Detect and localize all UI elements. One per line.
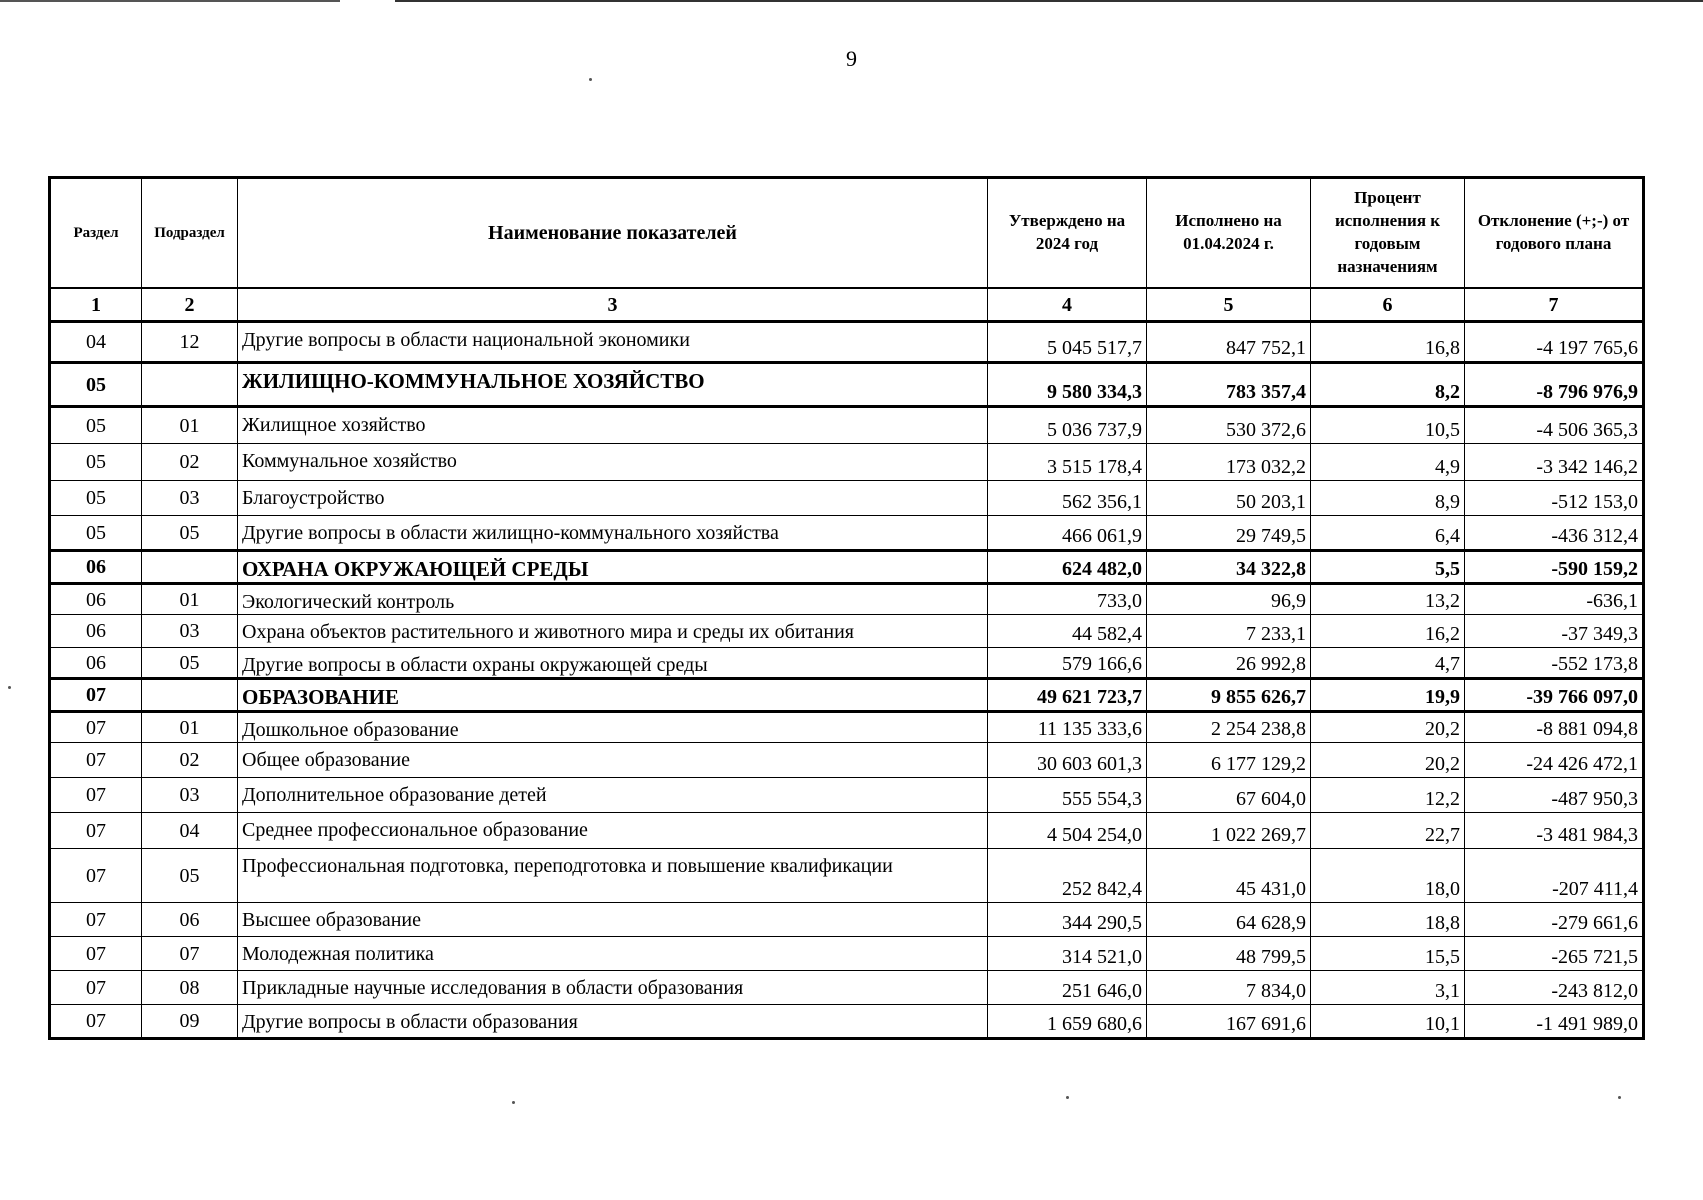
cell-percent: 10,1 [1311,1005,1465,1039]
cell-executed: 50 203,1 [1147,481,1311,516]
cell-approved: 314 521,0 [988,937,1147,971]
cell-indicator-name: Молодежная политика [238,937,988,971]
cell-indicator-name: Высшее образование [238,903,988,937]
cell-section: 07 [50,743,142,778]
cell-deviation: -3 342 146,2 [1465,444,1644,481]
cell-executed: 6 177 129,2 [1147,743,1311,778]
cell-approved: 30 603 601,3 [988,743,1147,778]
budget-execution-table [48,176,1645,1040]
column-number-row [50,288,1644,322]
cell-indicator-name: Жилищное хозяйство [238,407,988,444]
table-row [50,712,1644,743]
cell-percent: 8,2 [1311,363,1465,407]
cell-executed: 530 372,6 [1147,407,1311,444]
header-approved: Утверждено на 2024 год [988,178,1147,289]
cell-percent: 12,2 [1311,778,1465,813]
table-row [50,849,1644,903]
table-row [50,584,1644,615]
cell-executed: 64 628,9 [1147,903,1311,937]
cell-subsection: 08 [142,971,238,1005]
cell-subsection [142,363,238,407]
table-row [50,743,1644,778]
cell-approved: 733,0 [988,584,1147,615]
cell-executed: 783 357,4 [1147,363,1311,407]
cell-indicator-name: Другие вопросы в области охраны окружающей среды [238,648,988,679]
cell-percent: 4,9 [1311,444,1465,481]
cell-percent: 15,5 [1311,937,1465,971]
cell-approved: 1 659 680,6 [988,1005,1147,1039]
cell-indicator-name: Благоустройство [238,481,988,516]
cell-section: 05 [50,363,142,407]
cell-deviation: -39 766 097,0 [1465,679,1644,712]
header-deviation: Отклонение (+;-) от годового плана [1465,178,1644,289]
table-header [50,178,1644,289]
header-percent: Процент исполнения к годовым назначениям [1311,178,1465,289]
table-row [50,971,1644,1005]
table-row [50,407,1644,444]
cell-percent: 13,2 [1311,584,1465,615]
cell-indicator-name: Экологический контроль [238,584,988,615]
cell-executed: 67 604,0 [1147,778,1311,813]
cell-approved: 251 646,0 [988,971,1147,1005]
cell-section: 06 [50,648,142,679]
cell-section: 07 [50,813,142,849]
cell-percent: 18,8 [1311,903,1465,937]
column-number: 2 [142,288,238,322]
table-row [50,444,1644,481]
cell-deviation: -243 812,0 [1465,971,1644,1005]
cell-percent: 20,2 [1311,712,1465,743]
cell-approved: 252 842,4 [988,849,1147,903]
cell-deviation: -8 881 094,8 [1465,712,1644,743]
top-scan-rule-left [0,0,340,2]
cell-executed: 7 233,1 [1147,615,1311,648]
cell-approved: 49 621 723,7 [988,679,1147,712]
cell-percent: 8,9 [1311,481,1465,516]
cell-approved: 11 135 333,6 [988,712,1147,743]
cell-executed: 34 322,8 [1147,551,1311,584]
cell-executed: 26 992,8 [1147,648,1311,679]
cell-deviation: -265 721,5 [1465,937,1644,971]
cell-subsection: 07 [142,937,238,971]
cell-indicator-name: Среднее профессиональное образование [238,813,988,849]
cell-executed: 29 749,5 [1147,516,1311,551]
table-body [50,288,1644,1039]
section-total-row [50,679,1644,712]
table-row [50,813,1644,849]
cell-approved: 3 515 178,4 [988,444,1147,481]
cell-section: 05 [50,481,142,516]
section-total-row [50,551,1644,584]
cell-subsection: 04 [142,813,238,849]
cell-section: 04 [50,322,142,363]
cell-subsection: 03 [142,481,238,516]
cell-subsection: 02 [142,743,238,778]
cell-deviation: -8 796 976,9 [1465,363,1644,407]
cell-deviation: -4 197 765,6 [1465,322,1644,363]
cell-deviation: -590 159,2 [1465,551,1644,584]
cell-percent: 16,2 [1311,615,1465,648]
cell-approved: 466 061,9 [988,516,1147,551]
cell-percent: 18,0 [1311,849,1465,903]
cell-executed: 173 032,2 [1147,444,1311,481]
cell-deviation: -436 312,4 [1465,516,1644,551]
cell-approved: 579 166,6 [988,648,1147,679]
cell-executed: 1 022 269,7 [1147,813,1311,849]
cell-subsection: 09 [142,1005,238,1039]
table-row [50,903,1644,937]
header-executed: Исполнено на 01.04.2024 г. [1147,178,1311,289]
cell-deviation: -552 173,8 [1465,648,1644,679]
cell-percent: 16,8 [1311,322,1465,363]
cell-deviation: -636,1 [1465,584,1644,615]
cell-deviation: -487 950,3 [1465,778,1644,813]
cell-executed: 847 752,1 [1147,322,1311,363]
table-row [50,1005,1644,1039]
header-section: Раздел [50,178,142,289]
header-indicator-name: Наименование показателей [238,178,988,289]
cell-deviation: -37 349,3 [1465,615,1644,648]
cell-section: 05 [50,444,142,481]
cell-percent: 10,5 [1311,407,1465,444]
cell-section: 05 [50,516,142,551]
table-row [50,481,1644,516]
cell-indicator-name: Общее образование [238,743,988,778]
cell-approved: 5 036 737,9 [988,407,1147,444]
column-number: 7 [1465,288,1644,322]
cell-indicator-name: Дополнительное образование детей [238,778,988,813]
scan-speck [1618,1096,1621,1099]
table-row [50,937,1644,971]
cell-percent: 5,5 [1311,551,1465,584]
cell-percent: 6,4 [1311,516,1465,551]
cell-section: 07 [50,971,142,1005]
cell-section: 07 [50,1005,142,1039]
cell-section: 07 [50,937,142,971]
scan-speck [589,78,592,81]
cell-section: 06 [50,584,142,615]
cell-percent: 22,7 [1311,813,1465,849]
top-scan-rule-right [395,0,1703,2]
table-row [50,615,1644,648]
cell-approved: 555 554,3 [988,778,1147,813]
cell-indicator-name: Другие вопросы в области национальной экономики [238,322,988,363]
cell-subsection: 05 [142,648,238,679]
cell-subsection: 03 [142,778,238,813]
cell-indicator-name: Прикладные научные исследования в области образования [238,971,988,1005]
cell-executed: 48 799,5 [1147,937,1311,971]
cell-section: 05 [50,407,142,444]
cell-section: 07 [50,849,142,903]
cell-subsection: 03 [142,615,238,648]
cell-subsection: 05 [142,516,238,551]
cell-deviation: -3 481 984,3 [1465,813,1644,849]
cell-executed: 167 691,6 [1147,1005,1311,1039]
cell-executed: 45 431,0 [1147,849,1311,903]
table-row [50,322,1644,363]
column-number: 4 [988,288,1147,322]
cell-percent: 4,7 [1311,648,1465,679]
cell-indicator-name: Охрана объектов растительного и животного мира и среды их обитания [238,615,988,648]
cell-approved: 5 045 517,7 [988,322,1147,363]
cell-subsection [142,551,238,584]
cell-executed: 7 834,0 [1147,971,1311,1005]
column-number: 5 [1147,288,1311,322]
column-number: 1 [50,288,142,322]
page-number: 9 [846,46,857,71]
cell-indicator-name: Другие вопросы в области образования [238,1005,988,1039]
cell-indicator-name: Другие вопросы в области жилищно-коммунального хозяйства [238,516,988,551]
cell-deviation: -279 661,6 [1465,903,1644,937]
cell-indicator-name: Профессиональная подготовка, переподготовка и повышение квалификации [238,849,988,903]
cell-executed: 2 254 238,8 [1147,712,1311,743]
cell-percent: 19,9 [1311,679,1465,712]
cell-indicator-name: ОХРАНА ОКРУЖАЮЩЕЙ СРЕДЫ [238,551,988,584]
column-number: 6 [1311,288,1465,322]
cell-subsection [142,679,238,712]
cell-section: 07 [50,778,142,813]
cell-subsection: 12 [142,322,238,363]
cell-deviation: -512 153,0 [1465,481,1644,516]
cell-subsection: 01 [142,712,238,743]
cell-section: 06 [50,551,142,584]
table-row [50,516,1644,551]
cell-deviation: -4 506 365,3 [1465,407,1644,444]
cell-subsection: 02 [142,444,238,481]
cell-executed: 96,9 [1147,584,1311,615]
cell-section: 07 [50,679,142,712]
cell-subsection: 05 [142,849,238,903]
cell-approved: 44 582,4 [988,615,1147,648]
table-row [50,778,1644,813]
scan-speck [1066,1096,1069,1099]
cell-approved: 344 290,5 [988,903,1147,937]
table-row [50,648,1644,679]
cell-deviation: -207 411,4 [1465,849,1644,903]
cell-indicator-name: ЖИЛИЩНО-КОММУНАЛЬНОЕ ХОЗЯЙСТВО [238,363,988,407]
cell-deviation: -24 426 472,1 [1465,743,1644,778]
cell-subsection: 06 [142,903,238,937]
cell-approved: 9 580 334,3 [988,363,1147,407]
cell-deviation: -1 491 989,0 [1465,1005,1644,1039]
cell-approved: 4 504 254,0 [988,813,1147,849]
cell-percent: 20,2 [1311,743,1465,778]
cell-executed: 9 855 626,7 [1147,679,1311,712]
scan-speck [512,1101,515,1104]
section-total-row [50,363,1644,407]
cell-percent: 3,1 [1311,971,1465,1005]
cell-indicator-name: Дошкольное образование [238,712,988,743]
scan-speck [8,686,11,689]
cell-subsection: 01 [142,584,238,615]
header-row [50,178,1644,289]
header-subsection: Подраздел [142,178,238,289]
cell-subsection: 01 [142,407,238,444]
cell-section: 07 [50,712,142,743]
cell-indicator-name: ОБРАЗОВАНИЕ [238,679,988,712]
cell-approved: 562 356,1 [988,481,1147,516]
cell-approved: 624 482,0 [988,551,1147,584]
cell-indicator-name: Коммунальное хозяйство [238,444,988,481]
cell-section: 06 [50,615,142,648]
column-number: 3 [238,288,988,322]
cell-section: 07 [50,903,142,937]
